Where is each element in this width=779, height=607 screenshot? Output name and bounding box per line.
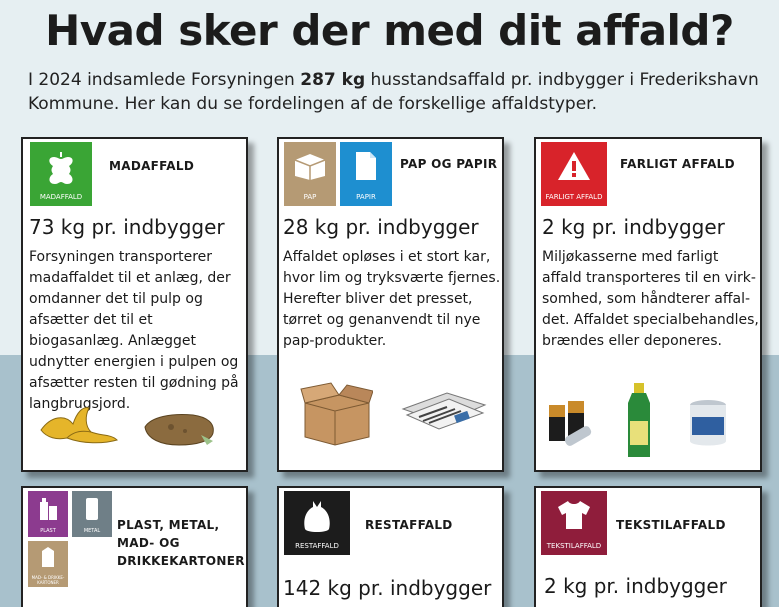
plast-category-line3: DRIKKEKARTONER [117, 554, 245, 568]
warning-icon [556, 150, 592, 182]
farligt-affald-kg: 2 kg pr. indbygger [542, 215, 725, 239]
tekstilaffald-badge-label: TEKSTILAFFALD [546, 542, 602, 550]
restaffald-badge-label: RESTAFFALD [295, 542, 339, 550]
chemical-bottle-image [622, 381, 656, 461]
restaffald-badge [284, 491, 350, 555]
tekstilaffald-kg: 2 kg pr. indbygger [544, 574, 727, 598]
farligt-affald-category: FARLIGT AFFALD [620, 157, 735, 171]
card-pap-og-papir [277, 137, 504, 472]
carton-icon [40, 545, 56, 569]
pap-category: PAP OG PAPIR [400, 157, 498, 171]
intro-before: I 2024 indsamlede Forsyningen [28, 70, 301, 90]
card-farligt-affald [534, 137, 762, 472]
pap-badge-label: PAP [303, 193, 317, 201]
plast-category-line2: MAD- OG [117, 536, 180, 550]
paint-can-image [686, 397, 730, 449]
papir-badge [340, 142, 392, 206]
farligt-affald-badge [541, 142, 607, 206]
madaffald-badge [30, 142, 92, 206]
tshirt-icon [556, 499, 592, 531]
plast-badge [28, 491, 68, 537]
tekstilaffald-category: TEKSTILAFFALD [616, 518, 726, 532]
restaffald-category: RESTAFFALD [365, 518, 453, 532]
madaffald-kg: 73 kg pr. indbygger [29, 215, 225, 239]
banana-peel-image [37, 404, 119, 446]
papir-badge-label: PAPIR [356, 193, 376, 201]
plast-category-line1: PLAST, METAL, [117, 518, 220, 532]
restaffald-kg: 142 kg pr. indbygger [283, 576, 492, 600]
intro-amount: 287 kg [300, 70, 366, 90]
page-title: Hvad sker der med dit affald? [45, 6, 734, 55]
card-plast-metal [21, 486, 248, 607]
batteries-image [546, 397, 596, 453]
card-tekstilaffald [534, 486, 762, 607]
bottle-icon [37, 496, 59, 522]
tekstilaffald-badge [541, 491, 607, 555]
trash-bag-icon [301, 499, 333, 535]
pap-badge [284, 142, 336, 206]
madaffald-category: MADAFFALD [109, 159, 195, 173]
intro-after: husstandsaffald pr. indbygger i Frederikshavn Kommune. Her kan du se fordelingen af de forskellige affaldstyper. [28, 70, 759, 114]
kartoner-badge [28, 541, 68, 587]
apple-core-icon [46, 150, 76, 188]
madaffald-badge-label: MADAFFALD [39, 193, 83, 201]
farligt-affald-description: Miljøkasserne med farligt affald transporteres til en virk- somhed, som håndterer affal- det. Affaldet specialbehandles, brændes eller deponeres. [542, 249, 759, 349]
kartoner-badge-label: MAD- & DRIKKE-KARTONER [31, 575, 65, 585]
food-waste-bag-image [141, 407, 223, 449]
pap-kg: 28 kg pr. indbygger [283, 215, 479, 239]
farligt-affald-badge-label: FARLIGT AFFALD [545, 193, 603, 201]
newspapers-image [399, 387, 489, 435]
box-icon [292, 150, 328, 180]
pap-description: Affaldet opløses i et stort kar, hvor lim og tryksværte fjernes. Herefter bliver det presset, tørret og genanvendt til nye pap-produkter. [283, 249, 501, 349]
card-madaffald [21, 137, 248, 472]
paper-icon [353, 150, 379, 182]
card-restaffald [277, 486, 504, 607]
madaffald-description: Forsyningen transporterer madaffaldet til et anlæg, der omdanner det til pulp og afsætter det til et biogasanlæg. Anlægget udnytter energien i pulpen og afsætter resten til gødning på langbrugsjord. [29, 249, 239, 412]
can-icon [83, 496, 101, 522]
metal-badge [72, 491, 112, 537]
intro-text [28, 68, 768, 116]
cardboard-box-image [299, 379, 373, 447]
metal-badge-label: METAL [83, 528, 101, 534]
plast-badge-label: PLAST [40, 528, 56, 534]
